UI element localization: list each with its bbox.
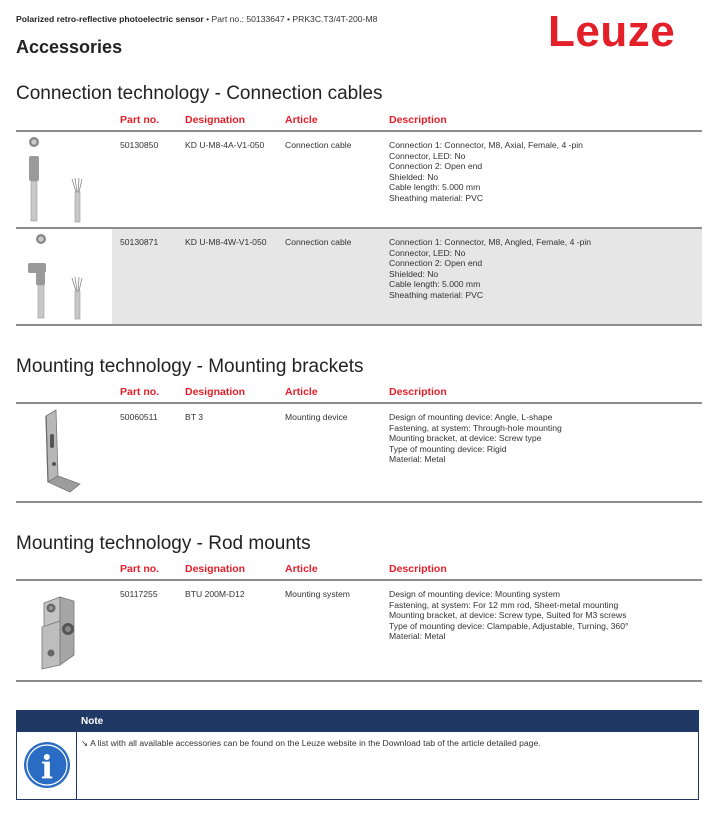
table-row: [16, 581, 702, 682]
col-designation: Designation: [185, 114, 246, 126]
col-part-no: Part no.: [120, 563, 160, 575]
description: Connection 1: Connector, M8, Axial, Female, 4 -pin Connector, LED: No Connection 2: Open end Shielded: No Cable length: 5.000 mm Sheathing material: PVC: [389, 140, 583, 203]
designation: BT 3: [185, 412, 203, 422]
accessories-table-mounting-brackets: [16, 382, 702, 503]
col-designation: Designation: [185, 386, 246, 398]
product-image-bracket: [16, 404, 112, 501]
product-image-cable-angled: [16, 229, 112, 324]
part-number: 50117255: [120, 589, 158, 599]
article: Mounting system: [285, 589, 350, 599]
article: Connection cable: [285, 237, 352, 247]
article: Connection cable: [285, 140, 352, 150]
page-title: Accessories: [16, 37, 123, 57]
col-description: Description: [389, 114, 447, 126]
section-title-connection-cables: Connection technology - Connection cables: [16, 83, 383, 104]
article: Mounting device: [285, 412, 348, 422]
info-icon: [17, 732, 77, 800]
section-title-rod-mounts: Mounting technology - Rod mounts: [16, 533, 311, 554]
svg-text:i: i: [40, 748, 54, 786]
description: Design of mounting device: Angle, L-shape Fastening, at system: Through-hole mounting Mounting bracket, at device: Screw type Type of mounting device: Rigid Material: Metal: [389, 412, 562, 465]
description: Design of mounting device: Mounting system Fastening, at system: For 12 mm rod, Sheet-metal mounting Mounting bracket, at device: Screw type, Suited for M3 screws Type of mounting device: Clampable, Adjustable, Turning, 360° Material: Metal: [389, 589, 629, 642]
designation: BTU 200M-D12: [185, 589, 245, 599]
table-header: [16, 382, 702, 404]
table-header: [16, 110, 702, 132]
col-part-no: Part no.: [120, 114, 160, 126]
section-title-mounting-brackets: Mounting technology - Mounting brackets: [16, 356, 364, 377]
accessories-table-connection-cables: [16, 110, 702, 326]
col-description: Description: [389, 386, 447, 398]
col-article: Article: [285, 114, 318, 126]
product-part-info: • Part no.: 50133647 • PRK3C.T3/4T-200-M8: [203, 14, 378, 24]
col-article: Article: [285, 563, 318, 575]
table-header: [16, 559, 702, 581]
product-type: Polarized retro-reflective photoelectric sensor: [16, 14, 204, 24]
arrow-icon: ↘: [81, 738, 89, 748]
col-part-no: Part no.: [120, 386, 160, 398]
leuze-logo: Leuze: [548, 7, 676, 56]
designation: KD U-M8-4W-V1-050: [185, 237, 267, 247]
part-number: 50130871: [120, 237, 159, 247]
designation: KD U-M8-4A-V1-050: [185, 140, 265, 150]
accessories-table-rod-mounts: [16, 559, 702, 682]
part-number: 50130850: [120, 140, 159, 150]
note-header: [17, 711, 698, 732]
note-label: Note: [81, 716, 104, 727]
col-article: Article: [285, 386, 318, 398]
description: Connection 1: Connector, M8, Angled, Female, 4 -pin Connector, LED: No Connection 2: Open end Shielded: No Cable length: 5.000 mm Sheathing material: PVC: [389, 237, 592, 300]
product-image-cable-axial: [16, 132, 112, 227]
note-message: A list with all available accessories can be found on the Leuze website in the Download tab of the article detailed page.: [90, 738, 541, 748]
note-box: [16, 710, 699, 800]
product-image-rod-mount: [16, 581, 112, 680]
note-text: [81, 738, 541, 749]
part-number: 50060511: [120, 412, 158, 422]
col-designation: Designation: [185, 563, 246, 575]
table-row: [16, 404, 702, 503]
table-row: [16, 132, 702, 229]
table-row: [16, 229, 702, 326]
col-description: Description: [389, 563, 447, 575]
document-header: [16, 14, 377, 24]
